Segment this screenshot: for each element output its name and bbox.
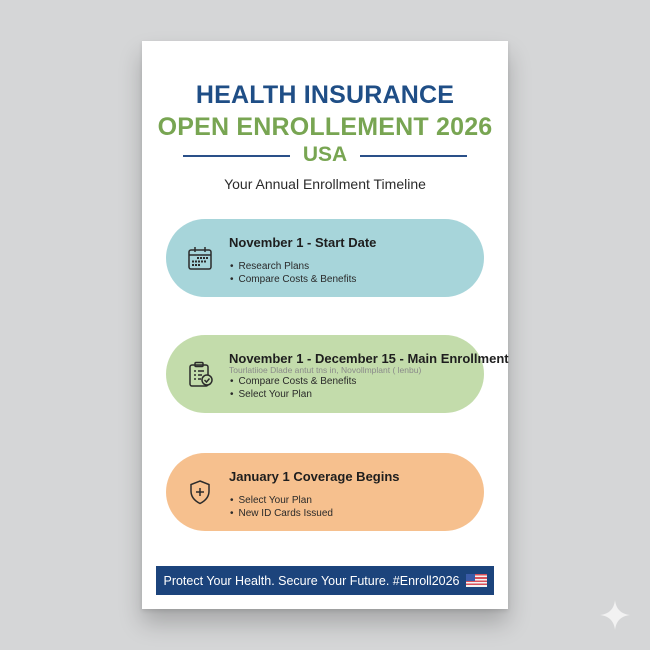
banner-text: Protect Your Health. Secure Your Future. #Enroll2026 xyxy=(163,573,460,588)
step-item: • Select Your Plan xyxy=(230,494,333,507)
step-item: • Compare Costs & Benefits xyxy=(230,273,356,286)
step-item: • Select Your Plan xyxy=(230,388,356,401)
enrollment-poster xyxy=(142,41,508,609)
step-note: Tourlatiioe Dlade antut tns in, Novollmplant ( lenbu) xyxy=(229,365,422,375)
shield-plus-icon xyxy=(186,478,214,506)
step-items xyxy=(230,260,356,286)
timeline-step-coverage-begins xyxy=(166,453,484,531)
us-flag-icon xyxy=(466,574,487,587)
step-title: January 1 Coverage Begins xyxy=(229,469,400,484)
poster-subtitle: Your Annual Enrollment Timeline xyxy=(224,176,426,192)
country-label: USA xyxy=(302,143,348,166)
step-item: • Compare Costs & Benefits xyxy=(230,375,356,388)
clipboard-check-icon xyxy=(186,360,214,388)
step-items xyxy=(230,375,356,401)
calendar-icon xyxy=(186,244,214,272)
step-item: • New ID Cards Issued xyxy=(230,507,333,520)
divider-line-right xyxy=(360,155,467,157)
poster-title-line1: HEALTH INSURANCE xyxy=(195,81,455,109)
country-divider xyxy=(183,143,467,167)
poster-title-line2: OPEN ENROLLEMENT 2026 xyxy=(157,113,493,141)
footer-banner xyxy=(156,566,494,595)
step-title: November 1 - Start Date xyxy=(229,235,377,250)
timeline-step-main-enrollment xyxy=(166,335,509,413)
step-item: • Research Plans xyxy=(230,260,356,273)
step-title: November 1 - December 15 - Main Enrollment xyxy=(229,351,509,366)
sparkle-icon xyxy=(598,598,632,632)
timeline-step-start-date xyxy=(166,219,484,297)
step-items xyxy=(230,494,333,520)
